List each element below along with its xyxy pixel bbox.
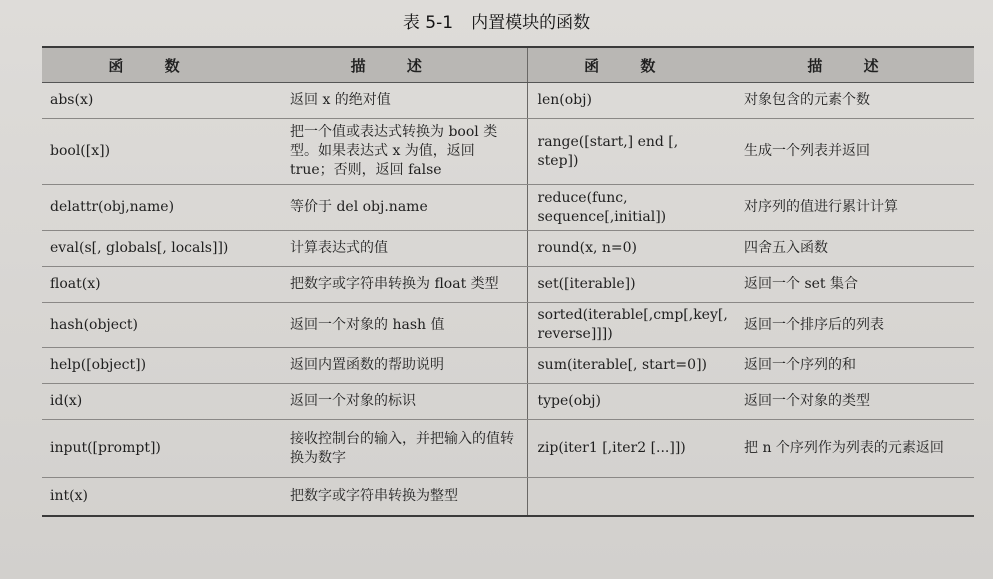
function-name-cell-right: sorted(iterable[,cmp[,key[, reverse]]]) bbox=[527, 303, 730, 348]
description-cell-right: 四舍五入函数 bbox=[730, 231, 974, 267]
description-cell: 把数字或字符串转换为整型 bbox=[264, 478, 527, 516]
description-cell-right: 生成一个列表并返回 bbox=[730, 119, 974, 185]
function-name-cell: hash(object) bbox=[42, 303, 264, 348]
description-cell: 接收控制台的输入，并把输入的值转换为数字 bbox=[264, 420, 527, 478]
header-function-right: 函 数 bbox=[527, 47, 730, 83]
description-cell: 返回一个对象的标识 bbox=[264, 384, 527, 420]
table-row bbox=[42, 231, 974, 267]
function-name-cell-right: range([start,] end [, step]) bbox=[527, 119, 730, 185]
table-row bbox=[42, 303, 974, 348]
function-name-cell-right: reduce(func, sequence[,initial]) bbox=[527, 185, 730, 231]
function-name-cell-right: round(x, n=0) bbox=[527, 231, 730, 267]
description-cell-right: 对序列的值进行累计计算 bbox=[730, 185, 974, 231]
builtin-functions-table bbox=[42, 46, 974, 517]
table-row bbox=[42, 478, 974, 516]
function-name-cell-right bbox=[527, 478, 730, 516]
description-cell: 返回 x 的绝对值 bbox=[264, 83, 527, 119]
description-cell: 把数字或字符串转换为 float 类型 bbox=[264, 267, 527, 303]
header-description-right: 描 述 bbox=[730, 47, 974, 83]
table-caption bbox=[0, 8, 993, 33]
description-cell-right: 返回一个 set 集合 bbox=[730, 267, 974, 303]
table-row bbox=[42, 83, 974, 119]
description-cell-right: 返回一个序列的和 bbox=[730, 348, 974, 384]
function-name-cell: bool([x]) bbox=[42, 119, 264, 185]
table-body bbox=[42, 83, 974, 516]
table-title: 内置模块的函数 bbox=[471, 13, 591, 33]
table-row bbox=[42, 348, 974, 384]
function-name-cell-right: zip(iter1 [,iter2 [...]]) bbox=[527, 420, 730, 478]
description-cell: 计算表达式的值 bbox=[264, 231, 527, 267]
description-cell-right: 把 n 个序列作为列表的元素返回 bbox=[730, 420, 974, 478]
description-cell-right bbox=[730, 478, 974, 516]
table-number: 表 5-1 bbox=[402, 13, 454, 33]
header-description: 描 述 bbox=[264, 47, 527, 83]
function-name-cell-right: type(obj) bbox=[527, 384, 730, 420]
table-row bbox=[42, 119, 974, 185]
table-row bbox=[42, 420, 974, 478]
table-row bbox=[42, 384, 974, 420]
description-cell-right: 返回一个对象的类型 bbox=[730, 384, 974, 420]
header-function: 函 数 bbox=[42, 47, 264, 83]
description-cell: 等价于 del obj.name bbox=[264, 185, 527, 231]
function-name-cell-right: set([iterable]) bbox=[527, 267, 730, 303]
function-name-cell: delattr(obj,name) bbox=[42, 185, 264, 231]
function-name-cell: int(x) bbox=[42, 478, 264, 516]
description-cell: 返回内置函数的帮助说明 bbox=[264, 348, 527, 384]
function-name-cell: help([object]) bbox=[42, 348, 264, 384]
function-name-cell: eval(s[, globals[, locals]]) bbox=[42, 231, 264, 267]
function-name-cell: float(x) bbox=[42, 267, 264, 303]
function-name-cell: id(x) bbox=[42, 384, 264, 420]
description-cell: 返回一个对象的 hash 值 bbox=[264, 303, 527, 348]
description-cell-right: 返回一个排序后的列表 bbox=[730, 303, 974, 348]
function-name-cell-right: len(obj) bbox=[527, 83, 730, 119]
table-row bbox=[42, 267, 974, 303]
description-cell-right: 对象包含的元素个数 bbox=[730, 83, 974, 119]
description-cell: 把一个值或表达式转换为 bool 类型。如果表达式 x 为值，返回 true；否则，返回 false bbox=[264, 119, 527, 185]
function-name-cell: abs(x) bbox=[42, 83, 264, 119]
function-name-cell: input([prompt]) bbox=[42, 420, 264, 478]
function-name-cell-right: sum(iterable[, start=0]) bbox=[527, 348, 730, 384]
table-header-row bbox=[42, 47, 974, 83]
table-row bbox=[42, 185, 974, 231]
